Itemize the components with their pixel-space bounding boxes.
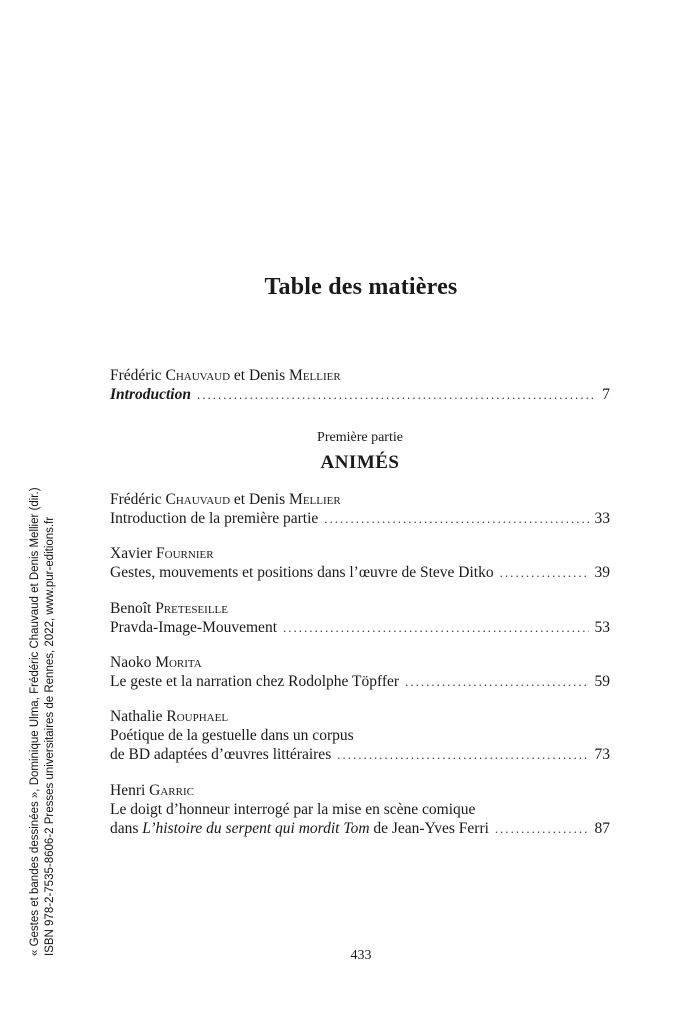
entry-title: Le geste et la narration chez Rodolphe Töpffer: [110, 673, 400, 690]
author-last-name: Garric: [149, 782, 194, 799]
author-last-name: Chauvaud: [165, 367, 231, 384]
author-last-name: Mellier: [289, 491, 341, 508]
toc-title-line[interactable]: [110, 563, 610, 582]
page-ref: 7: [602, 386, 610, 403]
author-last-name: Morita: [155, 654, 202, 671]
leader-dots: [337, 745, 588, 764]
toc-entry: [110, 707, 610, 764]
part-label: Première partie: [317, 430, 403, 445]
entry-title: Gestes, mouvements et positions dans l’œuvre de Steve Ditko: [110, 564, 494, 581]
author-first-name: Benoît: [110, 600, 156, 617]
toc-title-line[interactable]: [110, 745, 610, 764]
author-connector: et Denis: [230, 367, 290, 384]
entry-title: Pravda-Image-Mouvement: [110, 619, 277, 636]
toc-title-line[interactable]: [110, 672, 610, 691]
page-ref: 87: [594, 820, 610, 837]
author-last-name: Rouphael: [166, 708, 229, 725]
toc-title-line[interactable]: [110, 618, 610, 637]
leader-dots: [324, 509, 588, 528]
entry-title-post: de Jean-Yves Ferri: [369, 820, 489, 837]
leader-dots: [283, 618, 589, 637]
entry-title-line1: Le doigt d’honneur interrogé par la mise en scène comique: [110, 801, 476, 818]
entry-title: Introduction de la première partie: [110, 510, 319, 527]
page-ref: 59: [594, 673, 610, 690]
leader-dots: [405, 672, 588, 691]
page-ref: 53: [594, 619, 610, 636]
author-first-name: Henri: [110, 782, 150, 799]
toc-entry: [110, 544, 610, 582]
author-first-name: Xavier: [110, 545, 157, 562]
toc-intro-author: [110, 366, 610, 385]
entry-title-pre: dans: [110, 820, 143, 837]
side-note-line1: « Gestes et bandes dessinées », Dominique Ulma, Frédéric Chauvaud et Denis Mellier (dir.): [29, 487, 41, 956]
author-last-name: Mellier: [289, 367, 341, 384]
leader-dots: [197, 385, 596, 404]
page-ref: 73: [594, 746, 610, 763]
toc-intro-title-line[interactable]: [110, 385, 610, 404]
toc-entry: [110, 490, 610, 528]
page-ref: 33: [594, 510, 610, 527]
entry-title-italic: L’histoire du serpent qui mordit Tom: [142, 820, 370, 837]
leader-dots: [495, 819, 589, 838]
entry-title: Introduction: [110, 386, 191, 403]
toc-title-line[interactable]: [110, 509, 610, 528]
side-note-line2: ISBN 978-2-7535-8606-2 Presses universitaires de Rennes, 2022, www.pur-editions.fr: [44, 516, 56, 956]
author-last-name: Chauvaud: [165, 491, 231, 508]
author-first-name: Nathalie: [110, 708, 167, 725]
toc-intro: [110, 366, 610, 404]
side-copyright-note: [28, 436, 66, 956]
toc-entry: [110, 653, 610, 691]
entry-title-line2: de BD adaptées d’œuvres littéraires: [110, 746, 332, 763]
entry-title-line1: Poétique de la gestuelle dans un corpus: [110, 727, 354, 744]
author-connector: et Denis: [230, 491, 290, 508]
page-title: Table des matières: [264, 274, 458, 300]
author-last-name: Preteseille: [155, 600, 228, 617]
part-title: ANIMÉS: [320, 452, 400, 473]
author-last-name: Fournier: [156, 545, 214, 562]
page-ref: 39: [594, 564, 610, 581]
page-number: 433: [350, 948, 372, 963]
author-first-name: Frédéric: [110, 367, 166, 384]
author-first-name: Naoko: [110, 654, 156, 671]
toc-title-line[interactable]: [110, 819, 610, 838]
leader-dots: [500, 563, 589, 582]
toc-entry: [110, 599, 610, 637]
author-first-name: Frédéric: [110, 491, 166, 508]
toc-entry: [110, 781, 610, 838]
